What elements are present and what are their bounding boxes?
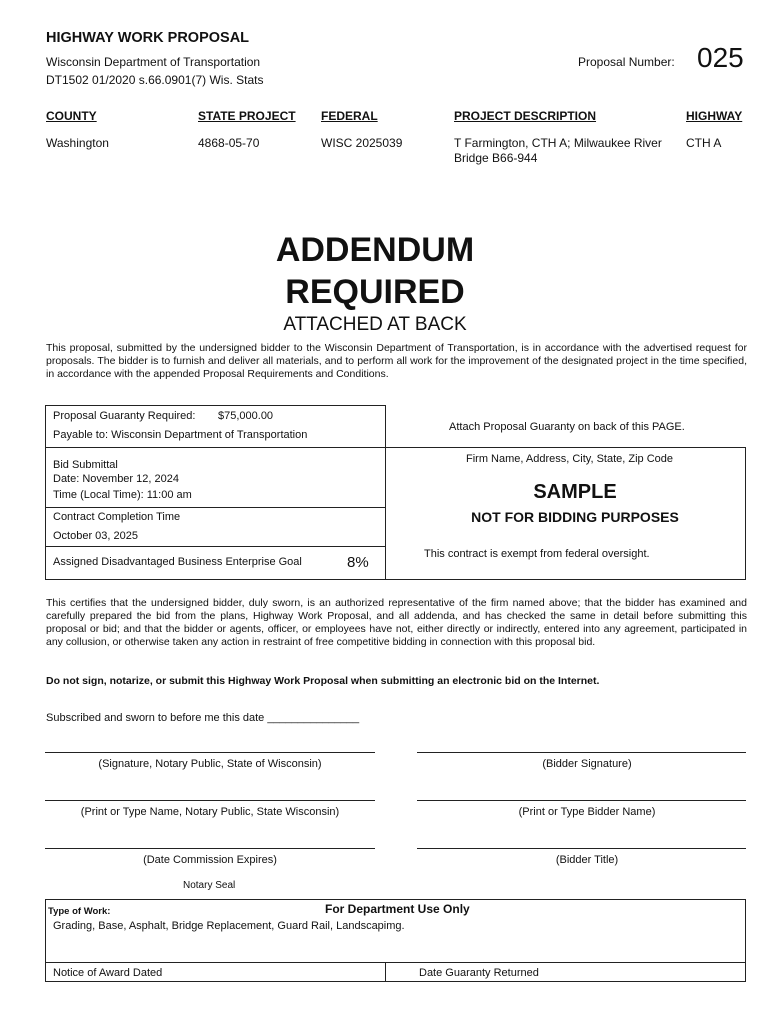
- dbe-value: 8%: [347, 554, 369, 571]
- payable-to: Payable to: Wisconsin Department of Transportation: [53, 429, 308, 441]
- bidder-title-caption: (Bidder Title): [555, 854, 619, 866]
- type-of-work-value: Grading, Base, Asphalt, Bridge Replacement, Guard Rail, Landscapimg.: [53, 920, 405, 932]
- attach-guaranty-note: Attach Proposal Guaranty on back of this PAGE.: [449, 421, 685, 433]
- certification-paragraph: This certifies that the undersigned bidder, duly sworn, is an authorized representative of the firm named above; that the bidder has examined and carefully prepared the bid from the plans, Highway Work Proposal, and all addenda, and has checked the same in detail before submitting this proposal or bid; and that the bidder or agents, officer, or employees have not, either directly or indirectly, entered into any agreement, participated in any collusion, or otherwise taken any action in restraint of free competitive bidding in connection with this proposal bid.: [46, 597, 747, 648]
- bidder-signature-line[interactable]: [417, 752, 746, 753]
- electronic-bid-warning: Do not sign, notarize, or submit this Highway Work Proposal when submitting an electronic bid on the Internet.: [46, 675, 600, 687]
- commission-expires-line[interactable]: [45, 848, 375, 849]
- attached-at-back: ATTACHED AT BACK: [283, 314, 467, 335]
- required-heading: REQUIRED: [285, 273, 465, 311]
- notary-signature-line[interactable]: [45, 752, 375, 753]
- completion-label: Contract Completion Time: [53, 511, 181, 523]
- bidder-name-caption: (Print or Type Bidder Name): [518, 806, 656, 818]
- col-header-highway: HIGHWAY: [686, 109, 743, 123]
- dbe-label: Assigned Disadvantaged Business Enterprise Goal: [53, 556, 302, 568]
- sample-watermark: SAMPLE: [533, 481, 617, 503]
- notary-signature-caption: (Signature, Notary Public, State of Wisconsin): [98, 758, 322, 770]
- federal-value: WISC 2025039: [321, 136, 403, 150]
- agency-name: Wisconsin Department of Transportation: [46, 55, 261, 69]
- notary-seal-label: Notary Seal: [183, 880, 236, 891]
- col-header-description: PROJECT DESCRIPTION: [454, 109, 597, 123]
- proposal-number-label: Proposal Number:: [578, 55, 675, 69]
- bid-submittal-time: Time (Local Time): 11:00 am: [53, 489, 192, 501]
- highway-value: CTH A: [686, 136, 722, 150]
- commission-expires-caption: (Date Commission Expires): [143, 854, 277, 866]
- description-line-1: T Farmington, CTH A; Milwaukee River: [454, 136, 662, 150]
- notary-name-caption: (Print or Type Name, Notary Public, State Wisconsin): [80, 806, 340, 818]
- form-id: DT1502 01/2020 s.66.0901(7) Wis. Stats: [46, 73, 264, 87]
- not-for-bidding: NOT FOR BIDDING PURPOSES: [471, 509, 679, 525]
- bidder-title-line[interactable]: [417, 848, 746, 849]
- intro-paragraph: This proposal, submitted by the undersigned bidder to the Wisconsin Department of Transportation, is in accordance with the advertised request for proposals. The bidder is to furnish and deliver all materials, and to perform all work for the improvement of the designated project in the time specified, in accordance with the appended Proposal Requirements and Conditions.: [46, 342, 747, 380]
- col-header-state-project: STATE PROJECT: [198, 109, 296, 123]
- notary-name-line[interactable]: [45, 800, 375, 801]
- proposal-number: 025: [697, 42, 744, 73]
- exempt-note: This contract is exempt from federal oversight.: [424, 548, 650, 560]
- bidder-signature-caption: (Bidder Signature): [542, 758, 632, 770]
- subscribed-line: Subscribed and sworn to before me this date _______________: [46, 712, 360, 724]
- state-project-value: 4868-05-70: [198, 136, 260, 150]
- guaranty-required-label: Proposal Guaranty Required:: [53, 410, 196, 422]
- bid-submittal-label: Bid Submittal: [53, 459, 118, 471]
- addendum-heading: ADDENDUM: [275, 231, 475, 269]
- bid-submittal-date: Date: November 12, 2024: [53, 473, 179, 485]
- form-title: HIGHWAY WORK PROPOSAL: [46, 30, 250, 46]
- completion-date: October 03, 2025: [53, 530, 139, 542]
- col-header-federal: FEDERAL: [321, 109, 378, 123]
- type-of-work-label: Type of Work:: [48, 906, 111, 917]
- county-value: Washington: [46, 136, 109, 150]
- description-line-2: Bridge B66-944: [454, 151, 538, 165]
- guaranty-amount: $75,000.00: [218, 410, 274, 422]
- firm-label: Firm Name, Address, City, State, Zip Code: [466, 453, 674, 465]
- bidder-name-line[interactable]: [417, 800, 746, 801]
- date-guaranty-returned-label: Date Guaranty Returned: [419, 967, 539, 979]
- notice-of-award-label: Notice of Award Dated: [53, 967, 163, 979]
- col-header-county: COUNTY: [46, 109, 97, 123]
- department-use-title: For Department Use Only: [325, 902, 470, 916]
